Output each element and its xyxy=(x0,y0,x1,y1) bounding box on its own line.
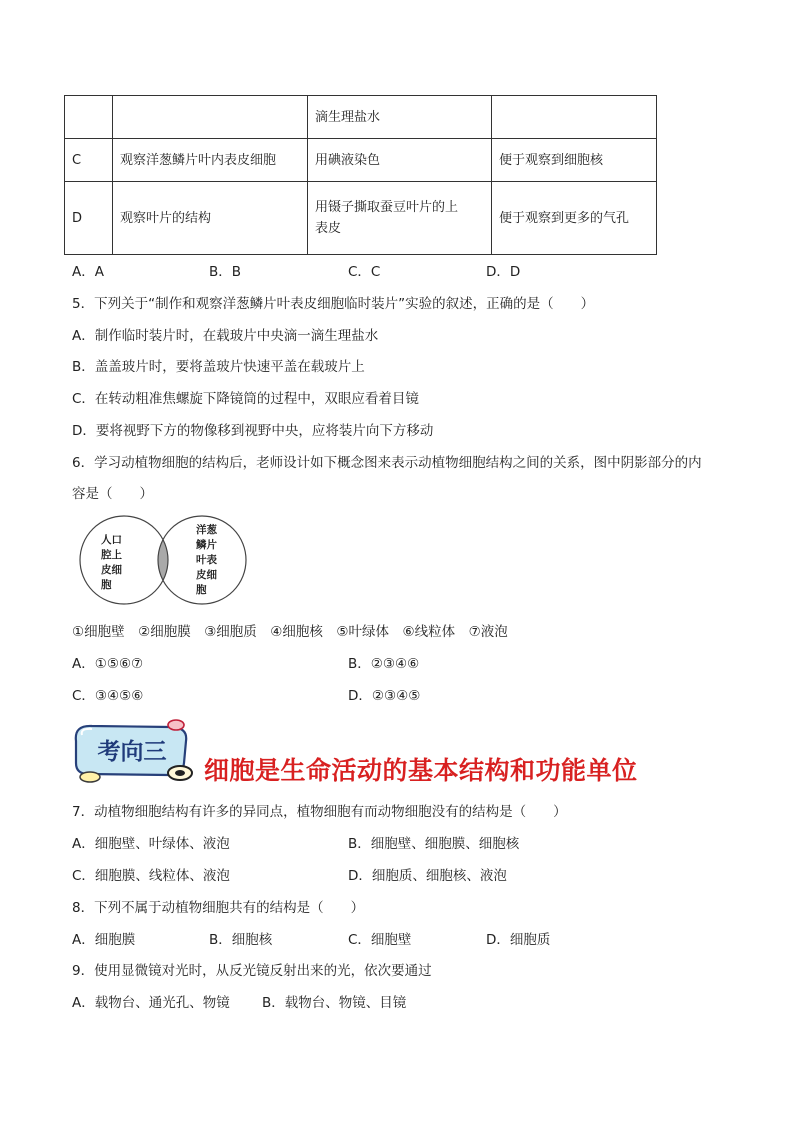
venn-left-label-2: 腔上 xyxy=(101,549,122,561)
table-row xyxy=(65,139,657,182)
venn-right-label-3: 叶表 xyxy=(196,554,217,566)
q7-option-d: D．细胞质、细胞核、液泡 xyxy=(348,868,507,884)
venn-left-label-3: 皮细 xyxy=(101,564,122,576)
q6-option-d: D．②③④⑤ xyxy=(348,688,421,704)
q5-option-b: B．盖盖玻片时，要将盖玻片快速平盖在载玻片上 xyxy=(72,359,365,375)
q7-stem: 7．动植物细胞结构有许多的异同点，植物细胞有而动物细胞没有的结构是（ ） xyxy=(72,804,567,820)
venn-right-label-1: 洋葱 xyxy=(196,524,217,536)
q6-option-b: B．②③④⑥ xyxy=(348,656,420,672)
badge-text: 考向三 xyxy=(97,738,167,765)
table-row xyxy=(65,182,657,255)
section-badge xyxy=(70,719,200,783)
venn-right-label-2: 鳞片 xyxy=(196,539,217,551)
table-cell-target: 观察洋葱鳞片叶内表皮细胞 xyxy=(113,139,308,182)
q7-option-c: C．细胞膜、线粒体、液泡 xyxy=(72,868,230,884)
venn-left-circle xyxy=(80,516,168,604)
q5-option-c: C．在转动粗准焦螺旋下降镜筒的过程中，双眼应看着目镜 xyxy=(72,391,419,407)
operation-line: 表皮 xyxy=(315,221,342,236)
table-cell-operation: 用碘液染色 xyxy=(308,139,492,182)
table-cell-purpose: 便于观察到更多的气孔 xyxy=(492,182,657,255)
table-cell-operation: 滴生理盐水 xyxy=(308,96,492,139)
q6-option-a: A．①⑤⑥⑦ xyxy=(72,656,144,672)
q5-stem: 5．下列关于“制作和观察洋葱鳞片叶表皮细胞临时装片”实验的叙述，正确的是（ ） xyxy=(72,296,595,312)
venn-left-label-1: 人口 xyxy=(101,534,122,546)
table-cell-purpose xyxy=(492,96,657,139)
q6-option-c: C．③④⑤⑥ xyxy=(72,688,144,704)
operation-line: 用镊子撕取蚕豆叶片的上 xyxy=(315,200,459,215)
q6-stem-line1: 6．学习动植物细胞的结构后，老师设计如下概念图来表示动植物细胞结构之间的关系，图中阴影部分的内 xyxy=(72,455,702,471)
table-cell-key: D xyxy=(65,182,113,255)
q7-option-b: B．细胞壁、细胞膜、细胞核 xyxy=(348,836,520,852)
table-cell-target xyxy=(113,96,308,139)
badge-disc-left-icon xyxy=(80,772,100,782)
q7-option-a: A．细胞壁、叶绿体、液泡 xyxy=(72,836,230,852)
q8-stem: 8．下列不属于动植物细胞共有的结构是（ ） xyxy=(72,900,365,916)
q9-stem: 9．使用显微镜对光时，从反光镜反射出来的光，依次要通过 xyxy=(72,963,432,979)
experiment-table xyxy=(64,95,657,255)
table-cell-key: C xyxy=(65,139,113,182)
q4-option-c: C．C xyxy=(348,264,381,280)
q8-option-d: D．细胞质 xyxy=(486,932,551,948)
q6-stem-line2: 容是（ ） xyxy=(72,486,153,502)
q8-option-b: B．细胞核 xyxy=(209,932,273,948)
q9-option-b: B．载物台、物镜、目镜 xyxy=(262,995,407,1011)
badge-ring-icon xyxy=(168,720,184,730)
venn-left-label-4: 胞 xyxy=(101,579,112,591)
venn-diagram xyxy=(78,513,250,607)
section-title: 细胞是生命活动的基本结构和功能单位 xyxy=(204,756,638,785)
venn-right-label-4: 皮细 xyxy=(196,569,217,581)
table-cell-target: 观察叶片的结构 xyxy=(113,182,308,255)
badge-disc-right-center xyxy=(175,770,185,776)
table-cell-key xyxy=(65,96,113,139)
q5-option-d: D．要将视野下方的物像移到视野中央，应将装片向下方移动 xyxy=(72,423,434,439)
q4-option-b: B．B xyxy=(209,264,242,280)
q8-option-c: C．细胞壁 xyxy=(348,932,412,948)
table-row xyxy=(65,96,657,139)
venn-right-label-5: 胞 xyxy=(196,584,207,596)
q6-structures-list: ①细胞壁 ②细胞膜 ③细胞质 ④细胞核 ⑤叶绿体 ⑥线粒体 ⑦液泡 xyxy=(72,624,508,640)
q4-option-a: A．A xyxy=(72,264,104,280)
table-cell-purpose: 便于观察到细胞核 xyxy=(492,139,657,182)
table-cell-operation xyxy=(308,182,492,255)
q8-option-a: A．细胞膜 xyxy=(72,932,136,948)
q5-option-a: A．制作临时装片时，在载玻片中央滴一滴生理盐水 xyxy=(72,328,379,344)
q9-option-a: A．载物台、通光孔、物镜 xyxy=(72,995,230,1011)
q4-option-d: D．D xyxy=(486,264,521,280)
